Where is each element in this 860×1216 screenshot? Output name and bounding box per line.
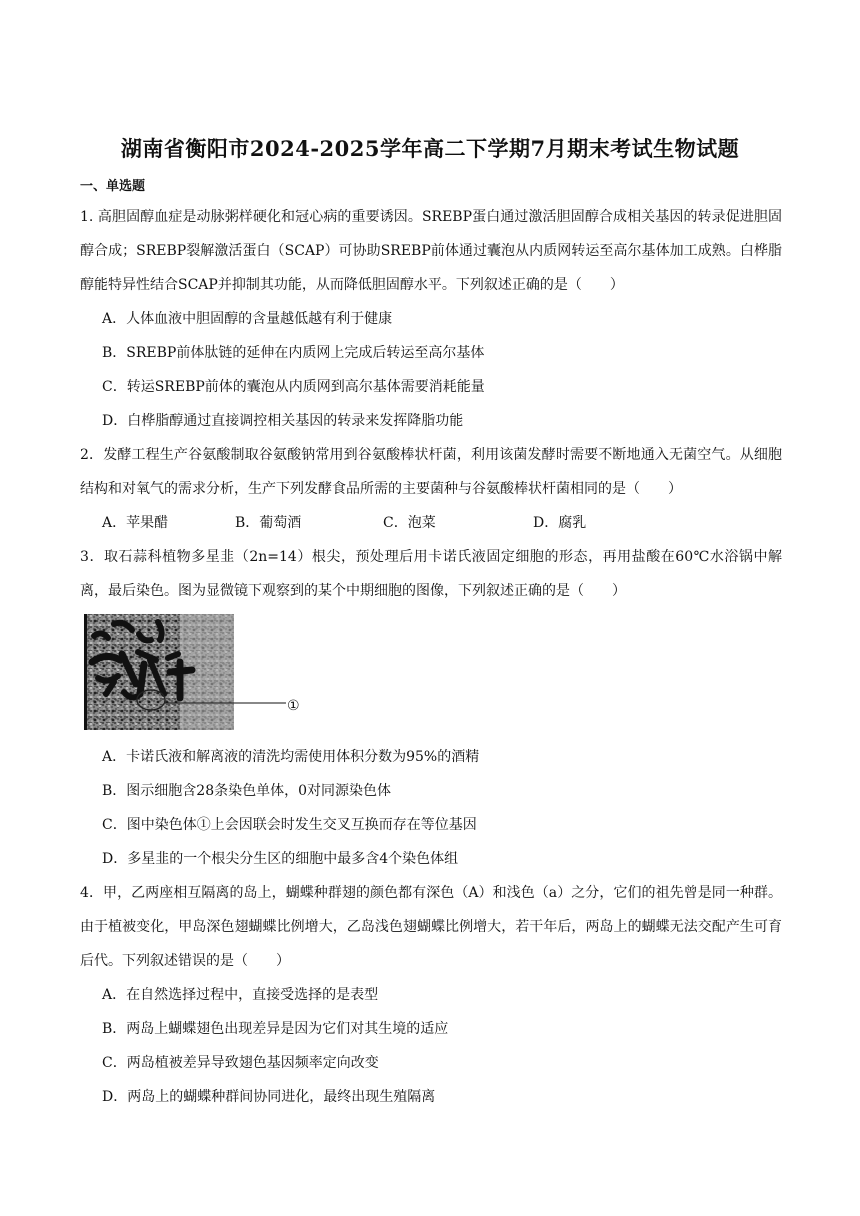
option-d: D．多星韭的一个根尖分生区的细胞中最多含4个染色体组	[102, 851, 459, 867]
option-a: A．在自然选择过程中，直接受选择的是表型	[102, 987, 379, 1003]
option-c: C．两岛植被差异导致翅色基因频率定向改变	[102, 1055, 379, 1071]
option-b: B．图示细胞含28条染色单体，0对同源染色体	[102, 783, 392, 799]
option-d: D．两岛上的蝴蝶种群间协同进化，最终出现生殖隔离	[102, 1089, 436, 1105]
option-b: B．葡萄酒	[235, 515, 302, 531]
option-c: C．泡菜	[383, 515, 436, 531]
question-2	[80, 438, 782, 540]
option-a: A．卡诺氏液和解离液的清洗均需使用体积分数为95%的酒精	[102, 749, 480, 765]
option-d: D．白桦脂醇通过直接调控相关基因的转录来发挥降脂功能	[102, 413, 464, 429]
question-4	[80, 876, 782, 1114]
callout-label: ①	[287, 698, 300, 714]
option-d: D．腐乳	[533, 515, 587, 531]
question-1	[80, 200, 782, 438]
callout-line	[234, 702, 286, 706]
section-heading: 一、单选题	[80, 179, 146, 194]
micrograph-figure	[80, 610, 782, 738]
option-b: B．SREBP前体肽链的延伸在内质网上完成后转运至高尔基体	[102, 345, 485, 361]
page-title: 湖南省衡阳市2024-2025学年高二下学期7月期末考试生物试题	[120, 136, 740, 161]
option-c: C．转运SREBP前体的囊泡从内质网到高尔基体需要消耗能量	[102, 379, 485, 395]
option-row	[80, 506, 782, 540]
question-stem: 1. 高胆固醇血症是动脉粥样硬化和冠心病的重要诱因。SREBP蛋白通过激活胆固醇合成相关基因的转录促进胆固醇合成；SREBP裂解激活蛋白（SCAP）可协助SREBP前体通过囊泡从内质网转运至高尔基体加工成熟。白桦脂醇能特异性结合SCAP并抑制其功能，从而降低胆固醇水平。下列叙述正确的是（ ）	[80, 209, 782, 293]
option-a: A．苹果醋	[102, 515, 169, 531]
option-a: A．人体血液中胆固醇的含量越低越有利于健康	[102, 311, 393, 327]
micrograph-image	[84, 614, 234, 730]
question-stem: 4．甲，乙两座相互隔离的岛上，蝴蝶种群翅的颜色都有深色（A）和浅色（a）之分，它们的祖先曾是同一种群。由于植被变化，甲岛深色翅蝴蝶比例增大，乙岛浅色翅蝴蝶比例增大，若干年后，两岛上的蝴蝶无法交配产生可育后代。下列叙述错误的是（ ）	[80, 885, 782, 969]
question-list	[80, 200, 782, 1114]
option-c: C．图中染色体①上会因联会时发生交叉互换而存在等位基因	[102, 817, 477, 833]
option-b: B．两岛上蝴蝶翅色出现差异是因为它们对其生境的适应	[102, 1021, 449, 1037]
question-3	[80, 540, 782, 876]
question-stem: 2．发酵工程生产谷氨酸制取谷氨酸钠常用到谷氨酸棒状杆菌，利用该菌发酵时需要不断地通入无菌空气。从细胞结构和对氧气的需求分析，生产下列发酵食品所需的主要菌种与谷氨酸棒状杆菌相同的是（ ）	[80, 447, 782, 497]
question-stem: 3．取石蒜科植物多星韭（2n=14）根尖，预处理后用卡诺氏液固定细胞的形态，再用盐酸在60℃水浴锅中解离，最后染色。图为显微镜下观察到的某个中期细胞的图像，下列叙述正确的是（ ）	[80, 549, 782, 599]
